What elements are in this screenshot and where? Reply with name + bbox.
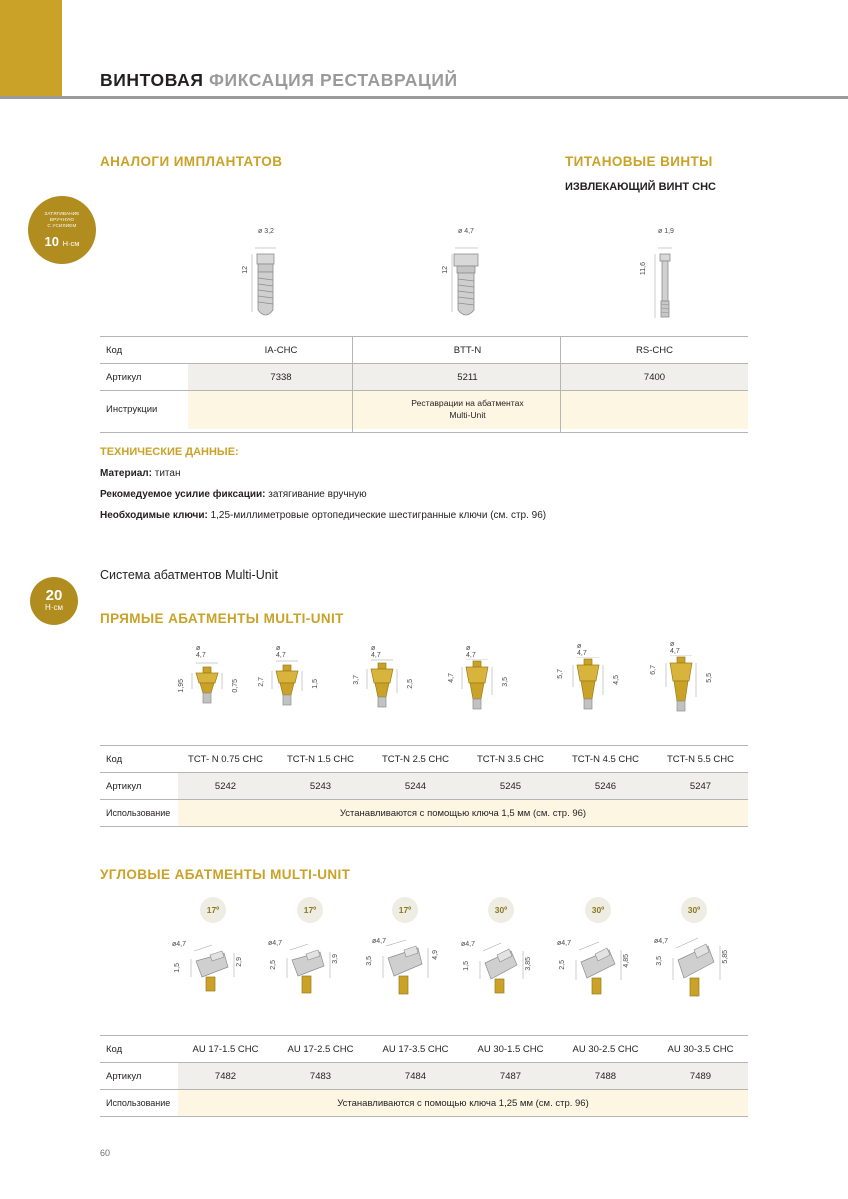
cell-article-4: 7487 (463, 1063, 558, 1090)
page-title (100, 70, 458, 91)
figure-right-dim: 2,5 (407, 679, 414, 689)
cell-code-3: AU 17-3.5 CHC (368, 1036, 463, 1063)
figure-right-dim: 2,9 (236, 957, 243, 967)
figure-diameter-label: ø 4,7 (577, 643, 587, 657)
figure-left-dim: 2,5 (559, 960, 566, 970)
tech-data-title: ТЕХНИЧЕСКИЕ ДАННЫЕ: (100, 446, 239, 458)
tech-line-material: Материал: титан (100, 468, 181, 479)
angled-abutment-drawing (358, 932, 448, 1012)
row-label-code: Код (100, 337, 188, 364)
header-divider (0, 96, 848, 99)
cell-article-2: 7483 (273, 1063, 368, 1090)
figure-left-dim: 6,7 (650, 665, 657, 675)
cell-article-3: 7400 (561, 364, 748, 391)
cell-article-6: 7489 (653, 1063, 748, 1090)
figure-left-dim: 3,5 (656, 956, 663, 966)
cell-code-2: AU 17-2.5 CHC (273, 1036, 368, 1063)
cell-instructions-1 (188, 391, 374, 429)
figure-diameter-label: ø 4,7 (466, 645, 476, 659)
tech-line-torque: Рекомедуемое усилие фиксации: затягивание вручную (100, 489, 367, 500)
angle-badge-3: 17º (392, 897, 418, 923)
row-label-article: Артикул (100, 1063, 178, 1090)
figure-diameter-label: ø4,7 (268, 940, 283, 947)
cell-article-5: 7488 (558, 1063, 653, 1090)
torque-badge-20 (30, 577, 78, 625)
figure-right-dim: 4,5 (613, 675, 620, 685)
straight-abutment-drawing (628, 655, 724, 729)
torque-badge-20-unit: Н·см (45, 603, 63, 612)
figure-right-dim: 3,5 (502, 677, 509, 687)
cell-article-1: 7338 (188, 364, 374, 391)
figure-left-dim: 2,5 (270, 960, 277, 970)
page-title-gray: ФИКСАЦИЯ РЕСТАВРАЦИЙ (208, 70, 458, 90)
torque-badge-10-caption: ЗАТЯГИВАНИЕ ВРУЧНУЮ С УСИЛИЕМ (44, 211, 80, 229)
section-title-implant-analogs: АНАЛОГИ ИМПЛАНТАТОВ (100, 154, 283, 169)
figure-left-dim: 3,5 (366, 956, 373, 966)
cell-code-5: AU 30-2.5 CHC (558, 1036, 653, 1063)
cell-usage: Устанавливаются с помощью ключа 1,25 мм (см. стр. 96) (178, 1090, 748, 1117)
torque-badge-10-value: 10 Н·см (44, 233, 80, 249)
figure-titanium-screw (600, 228, 720, 333)
figure-right-dim: 5,85 (722, 950, 729, 964)
cell-code-3: RS-CHC (561, 337, 748, 364)
cell-code-4: TCT-N 3.5 CHC (463, 746, 558, 773)
cell-article-6: 5247 (653, 773, 748, 800)
table-vline-2 (560, 336, 561, 432)
row-label-usage: Использование (100, 800, 178, 827)
cell-article-3: 5244 (368, 773, 463, 800)
figure-diameter-label: ø4,7 (557, 940, 572, 947)
angle-badge-4: 30º (488, 897, 514, 923)
cell-article-3: 7484 (368, 1063, 463, 1090)
angle-badge-2: 17º (297, 897, 323, 923)
table3-bottom-rule (100, 1116, 748, 1117)
cell-code-6: AU 30-3.5 CHC (653, 1036, 748, 1063)
table-implant-analogs (100, 336, 748, 429)
figure-left-dim: 2,7 (258, 677, 265, 687)
cell-article-5: 5246 (558, 773, 653, 800)
subtitle-retrieval-screw: ИЗВЛЕКАЮЩИЙ ВИНТ CHC (565, 181, 717, 193)
section-title-titanium-screws: ТИТАНОВЫЕ ВИНТЫ (565, 154, 713, 169)
figure-right-dim: 4,9 (432, 950, 439, 960)
torque-badge-20-value: 20 (45, 587, 63, 604)
cell-code-1: IA-CHC (188, 337, 374, 364)
cell-article-1: 7482 (178, 1063, 273, 1090)
page-number: 60 (100, 1148, 111, 1158)
screw-drawing (600, 240, 720, 340)
figure-diameter-label: ø 4,7 (458, 228, 474, 235)
figure-diameter-label: ø4,7 (372, 938, 387, 945)
straight-abutment-drawing (170, 659, 250, 729)
table-row (100, 773, 748, 800)
table-row (100, 364, 748, 391)
table-row (100, 337, 748, 364)
section-title-straight-abutments: ПРЯМЫЕ АБАТМЕНТЫ MULTI-UNIT (100, 611, 344, 626)
system-line: Система абатментов Multi-Unit (100, 568, 278, 582)
cell-code-4: AU 30-1.5 CHC (463, 1036, 558, 1063)
figure-diameter-label: ø4,7 (461, 941, 476, 948)
figure-left-dim: 4,7 (448, 673, 455, 683)
figure-right-dim: 1,5 (312, 679, 319, 689)
cell-article-1: 5242 (178, 773, 273, 800)
figure-right-dim: 3,9 (332, 954, 339, 964)
table-row (100, 1036, 748, 1063)
straight-abutment-drawing (535, 657, 631, 729)
angled-abutment-drawing (166, 939, 252, 1011)
angled-abutment-drawing (455, 939, 541, 1011)
cell-code-5: TCT-N 4.5 CHC (558, 746, 653, 773)
figure-left-dim: 5,7 (557, 669, 564, 679)
cell-code-6: TCT-N 5.5 CHC (653, 746, 748, 773)
cell-code-1: TCT- N 0.75 CHC (178, 746, 273, 773)
angle-badge-6: 30º (681, 897, 707, 923)
section-title-angled-abutments: УГЛОВЫЕ АБАТМЕНТЫ MULTI-UNIT (100, 867, 351, 882)
cell-article-4: 5245 (463, 773, 558, 800)
angled-abutment-drawing (648, 932, 738, 1012)
figure-left-dim: 1,5 (463, 961, 470, 971)
figure-diameter-label: ø 4,7 (276, 645, 286, 659)
figure-diameter-label: ø 4,7 (670, 641, 680, 655)
straight-abutment-drawing (440, 659, 520, 729)
row-label-article: Артикул (100, 364, 188, 391)
table-row (100, 1063, 748, 1090)
cell-usage: Устанавливаются с помощью ключа 1,5 мм (см. стр. 96) (178, 800, 748, 827)
angled-abutment-drawing (262, 936, 348, 1012)
figure-left-dim: 1,5 (174, 963, 181, 973)
table-row (100, 800, 748, 827)
table-bottom-rule (100, 432, 748, 433)
angle-badge-1: 17º (200, 897, 226, 923)
angled-abutment-drawing (551, 936, 639, 1012)
cell-instructions-3 (561, 391, 748, 429)
cell-code-2: BTT-N (374, 337, 561, 364)
cell-instructions-2: Реставрации на абатментах Multi-Unit (374, 391, 561, 429)
figure-right-dim: 0,75 (232, 679, 239, 693)
figure-implant-analog-1 (200, 228, 320, 333)
row-label-code: Код (100, 746, 178, 773)
torque-badge-10 (28, 196, 96, 264)
page-title-bold: ВИНТОВАЯ (100, 70, 204, 90)
straight-abutment-drawing (345, 659, 425, 729)
figure-right-dim: 4,85 (623, 954, 630, 968)
figure-diameter-label: ø 1,9 (658, 228, 674, 235)
figure-diameter-label: ø4,7 (172, 941, 187, 948)
figure-height-label: 12 (442, 266, 449, 274)
header-gold-block (0, 0, 62, 96)
figure-diameter-label: ø 4,7 (371, 645, 381, 659)
row-label-instructions: Инструкции (100, 391, 188, 429)
tech-line-drivers: Необходимые ключи: 1,25-миллиметровые ортопедические шестигранные ключи (см. стр. 96) (100, 510, 547, 521)
cell-article-2: 5211 (374, 364, 561, 391)
figure-left-dim: 3,7 (353, 675, 360, 685)
figure-height-label: 12 (242, 266, 249, 274)
table-straight-abutments (100, 745, 748, 827)
table2-bottom-rule (100, 826, 748, 827)
table-vline-1 (352, 336, 353, 432)
figure-diameter-label: ø 3,2 (258, 228, 274, 235)
cell-article-2: 5243 (273, 773, 368, 800)
cell-code-3: TCT-N 2.5 CHC (368, 746, 463, 773)
figure-right-dim: 5,5 (706, 673, 713, 683)
figure-right-dim: 3,85 (525, 957, 532, 971)
implant-analog-drawing (200, 240, 320, 340)
row-label-article: Артикул (100, 773, 178, 800)
table-angled-abutments (100, 1035, 748, 1117)
table-row (100, 746, 748, 773)
angle-badge-5: 30º (585, 897, 611, 923)
implant-analog-drawing-2 (400, 240, 520, 340)
table-row (100, 391, 748, 429)
figure-height-label: 11,6 (640, 262, 647, 276)
row-label-code: Код (100, 1036, 178, 1063)
figure-diameter-label: ø4,7 (654, 938, 669, 945)
figure-implant-analog-2 (400, 228, 520, 333)
cell-code-1: AU 17-1.5 CHC (178, 1036, 273, 1063)
row-label-usage: Использование (100, 1090, 178, 1117)
table-row (100, 1090, 748, 1117)
straight-abutment-drawing (250, 659, 330, 729)
cell-code-2: TCT-N 1.5 CHC (273, 746, 368, 773)
figure-left-dim: 1,95 (178, 679, 185, 693)
figure-diameter-label: ø 4,7 (196, 645, 206, 659)
